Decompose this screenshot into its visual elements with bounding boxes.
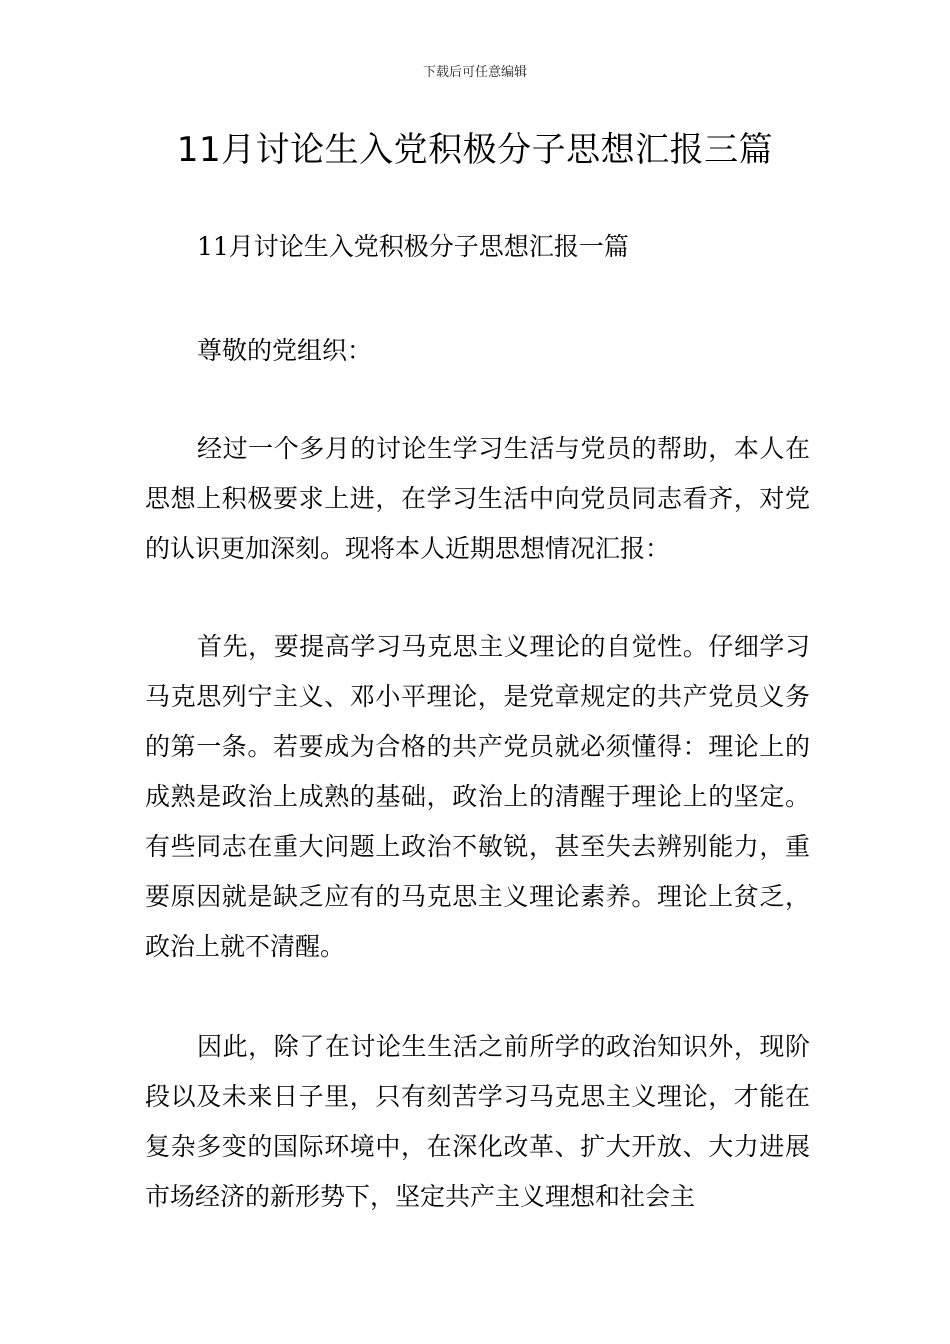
salutation: 尊敬的党组织： (197, 336, 373, 365)
paragraph: 经过一个多月的讨论生学习生活与党员的帮助，本人在思想上积极要求上进，在学习生活中向党员同志看齐，对党的认识更加深刻。现将本人近期思想情况汇报： (145, 434, 810, 563)
document-title: 11月讨论生入党积极分子思想汇报三篇 (176, 130, 774, 170)
paragraph: 因此，除了在讨论生生活之前所学的政治知识外，现阶段以及未来日子里，只有刻苦学习马克思主义理论，才能在复杂多变的国际环境中，在深化改革、扩大开放、大力进展市场经济的新形势下，坚定共产主义理想和社会主 (145, 1032, 810, 1211)
header-note: 下载后可任意编辑 (422, 65, 527, 80)
paragraph: 首先，要提高学习马克思主义理论的自觉性。仔细学习马克思列宁主义、邓小平理论，是党章规定的共产党员义务的第一条。若要成为合格的共产党员就必须懂得：理论上的成熟是政治上成熟的基础，政治上的清醒于理论上的坚定。有些同志在重大问题上政治不敏锐，甚至失去辨别能力，重要原因就是缺乏应有的马克思主义理论素养。理论上贫乏，政治上就不清醒。 (145, 632, 810, 961)
section-subtitle: 11月讨论生入党积极分子思想汇报一篇 (197, 232, 629, 261)
